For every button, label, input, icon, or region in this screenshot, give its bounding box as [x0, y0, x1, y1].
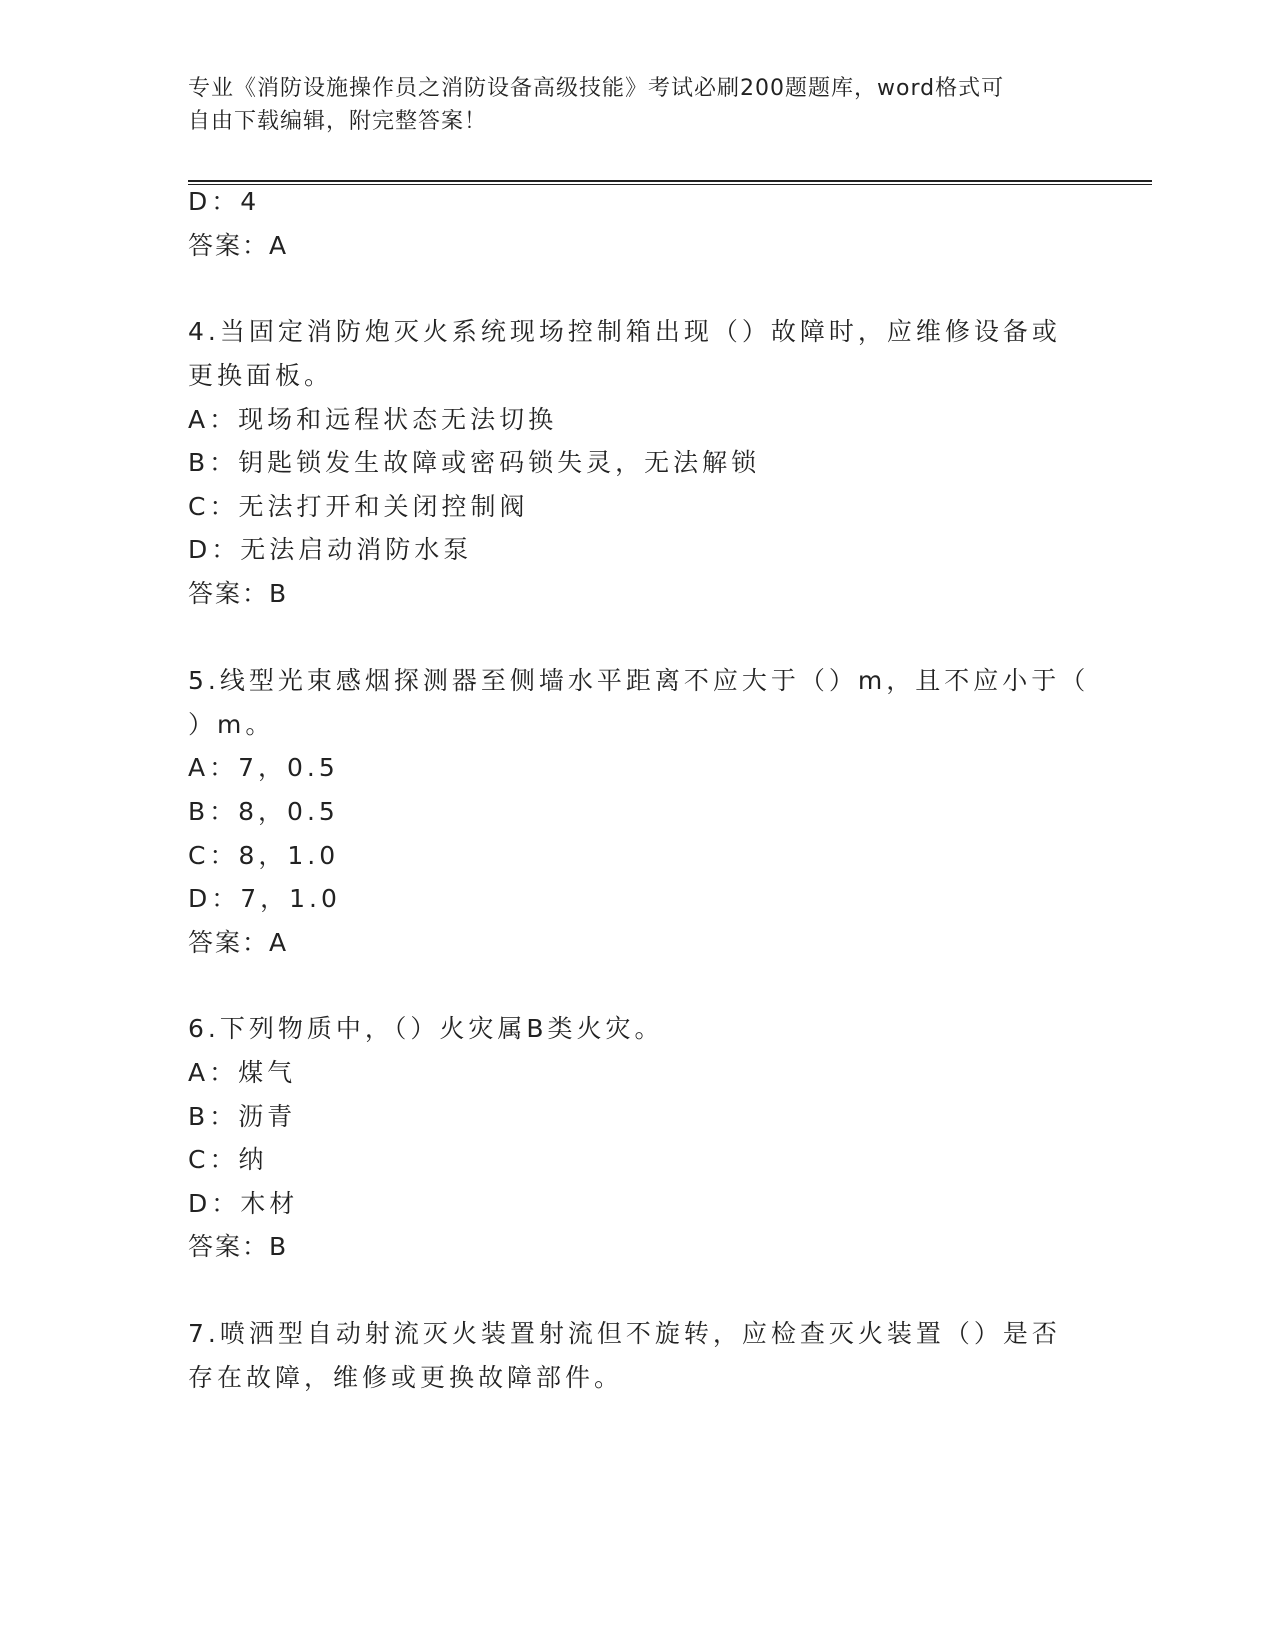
- header-line-2: 自由下载编辑，附完整答案！: [188, 109, 488, 134]
- answer-q3: 答案：A: [188, 231, 289, 260]
- option-d-q5: D：7，1.0: [188, 884, 341, 913]
- option-d-q4: D：无法启动消防水泵: [188, 535, 473, 564]
- question-6: 6.下列物质中，（）火灾属B类火灾。: [188, 1014, 664, 1043]
- document-header: [188, 72, 1088, 138]
- option-a-q4: A：现场和远程状态无法切换: [188, 405, 558, 434]
- option-b-q4: B：钥匙锁发生故障或密码锁失灵，无法解锁: [188, 448, 761, 477]
- header-line-1: 专业《消防设施操作员之消防设备高级技能》考试必刷200题题库，word格式可: [188, 76, 1005, 101]
- option-c-q4: C：无法打开和关闭控制阀: [188, 492, 529, 521]
- question-7-line-1: 7.喷洒型自动射流灭火装置射流但不旋转，应检查灭火装置（）是否: [188, 1319, 1061, 1348]
- question-4-line-2: 更换面板。: [188, 361, 334, 390]
- option-a-q6: A：煤气: [188, 1058, 297, 1087]
- option-c-q5: C：8，1.0: [188, 841, 340, 870]
- option-c-q6: C：纳: [188, 1145, 268, 1174]
- option-b-q5: B：8，0.5: [188, 797, 339, 826]
- option-a-q5: A：7，0.5: [188, 753, 339, 782]
- option-d-q6: D：木材: [188, 1189, 299, 1218]
- question-5-line-1: 5.线型光束感烟探测器至侧墙水平距离不应大于（）m，且不应小于（: [188, 666, 1090, 695]
- question-4-line-1: 4.当固定消防炮灭火系统现场控制箱出现（）故障时，应维修设备或: [188, 317, 1061, 346]
- option-d-q3: D：4: [188, 187, 261, 216]
- question-7-line-2: 存在故障，维修或更换故障部件。: [188, 1363, 624, 1392]
- option-b-q6: B：沥青: [188, 1102, 297, 1131]
- answer-q6: 答案：B: [188, 1232, 289, 1261]
- answer-q4: 答案：B: [188, 579, 289, 608]
- question-5-line-2: ）m。: [188, 710, 275, 739]
- answer-q5: 答案：A: [188, 928, 289, 957]
